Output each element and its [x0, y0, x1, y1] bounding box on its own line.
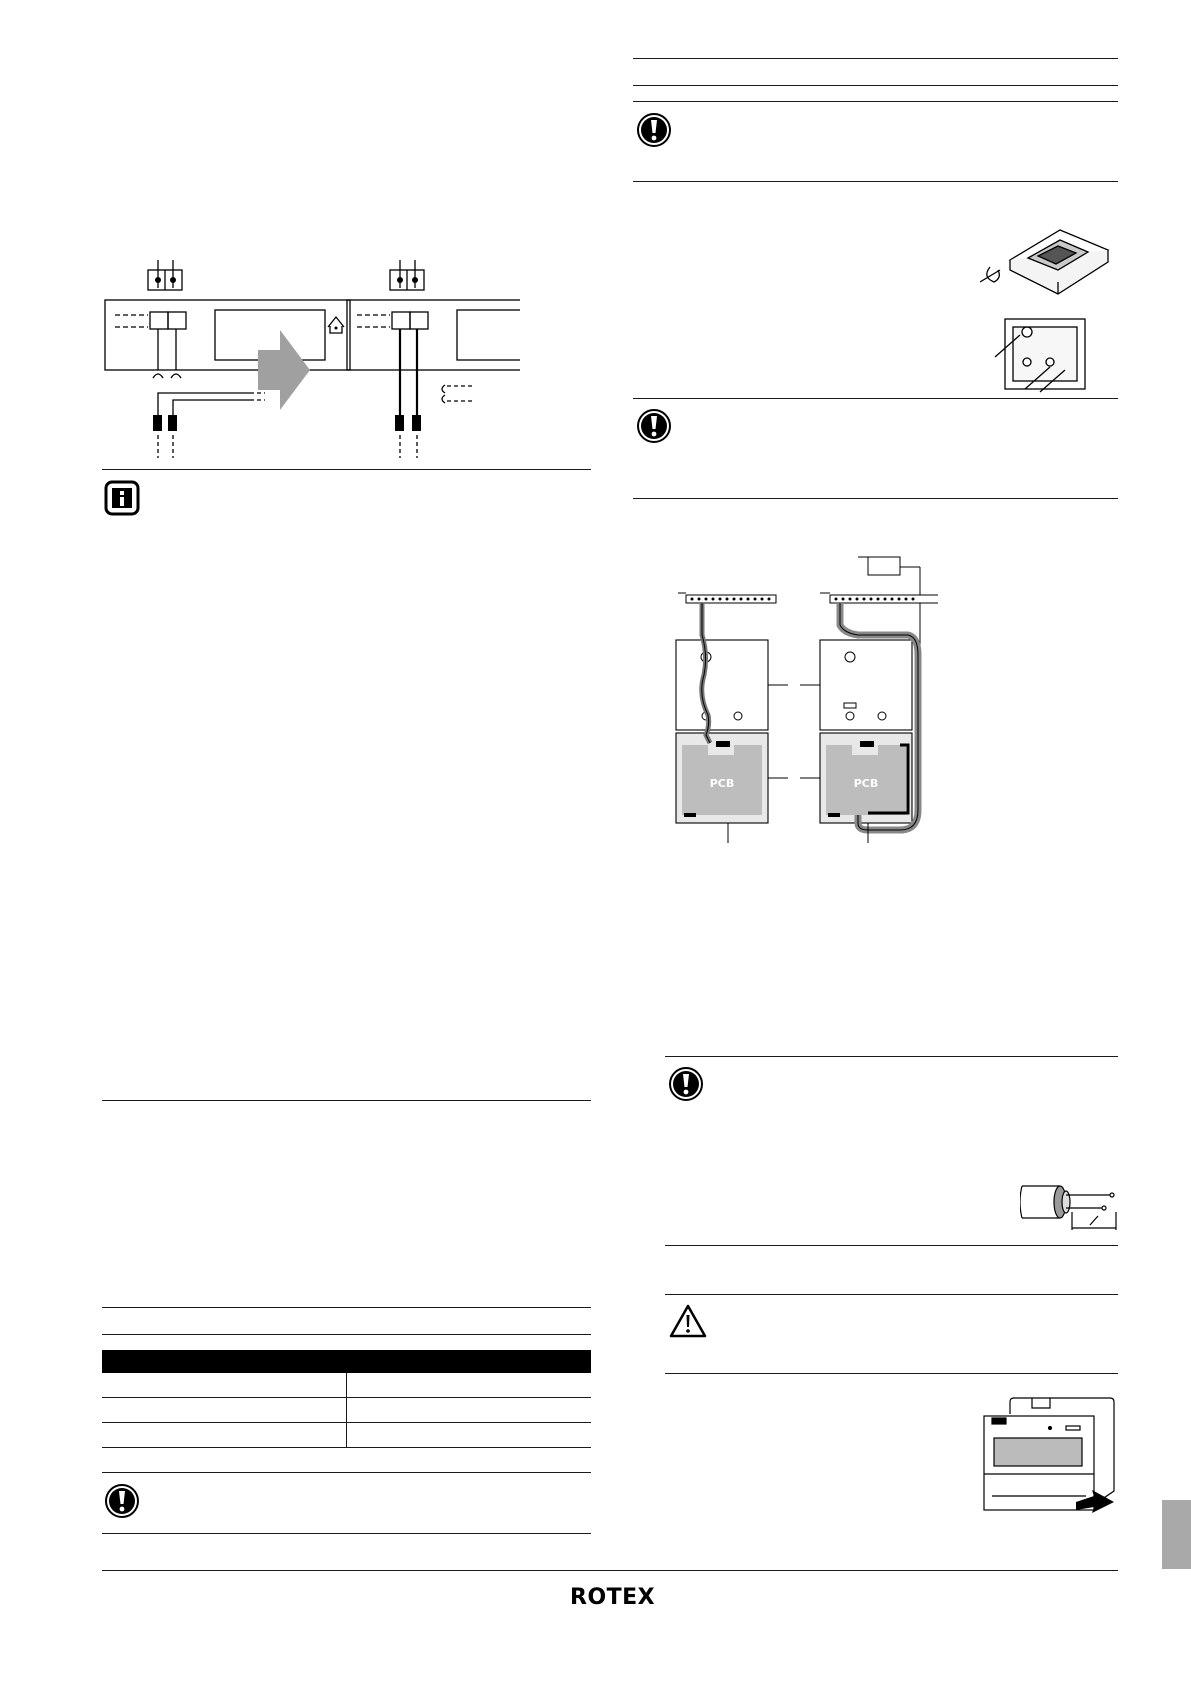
footer-rule — [102, 1570, 1118, 1571]
table-cell — [346, 1373, 591, 1398]
notice-rule-top — [633, 398, 1118, 399]
warning-icon — [669, 1304, 707, 1338]
warning-rule-top — [665, 1294, 1118, 1295]
table-row — [102, 1423, 591, 1448]
table-cell — [346, 1423, 591, 1448]
pcb-left-label: PCB — [709, 777, 735, 790]
section-tab — [1162, 1500, 1191, 1569]
table-cell — [102, 1373, 346, 1398]
warning-rule-bottom — [665, 1373, 1118, 1374]
notice-rule-bottom — [633, 181, 1118, 182]
info-icon — [104, 480, 140, 516]
notice-rule-top — [102, 1472, 591, 1473]
table-row — [102, 1398, 591, 1423]
table-cell — [102, 1398, 346, 1423]
table-cell — [102, 1423, 346, 1448]
important-icon — [668, 1066, 704, 1102]
wiring-changeover-diagram — [100, 255, 520, 460]
table-cell — [346, 1398, 591, 1423]
controller-front-cover-illustration — [980, 1396, 1118, 1514]
table-subtitle-rule — [102, 1334, 591, 1335]
pcb-wiring-figure — [668, 545, 938, 855]
rear-case-screws-illustration — [985, 317, 1100, 397]
notice-rule-bottom — [633, 498, 1118, 499]
notice-rule-bottom — [665, 1245, 1118, 1246]
pcb-right-label: PCB — [853, 777, 879, 790]
notice-rule-bottom — [102, 1533, 591, 1534]
important-icon — [104, 1483, 140, 1519]
section-rule — [102, 1100, 591, 1101]
remote-controller-opening-illustration — [980, 222, 1115, 302]
spec-table — [102, 1350, 591, 1448]
table-row — [102, 1373, 591, 1398]
cable-stripping-illustration — [1020, 1180, 1120, 1232]
notice-rule-top — [665, 1056, 1118, 1057]
brand-logo: ROTEX — [570, 1585, 656, 1610]
section-subtitle-rule — [633, 85, 1118, 86]
important-icon — [636, 112, 672, 148]
table-header-cell — [102, 1350, 346, 1373]
table-header-cell — [346, 1350, 591, 1373]
table-header-row — [102, 1350, 591, 1373]
section-title-rule — [633, 58, 1118, 59]
important-icon — [636, 408, 672, 444]
info-section-rule — [102, 469, 591, 470]
table-title-rule — [102, 1307, 591, 1308]
notice-rule-top — [633, 101, 1118, 102]
